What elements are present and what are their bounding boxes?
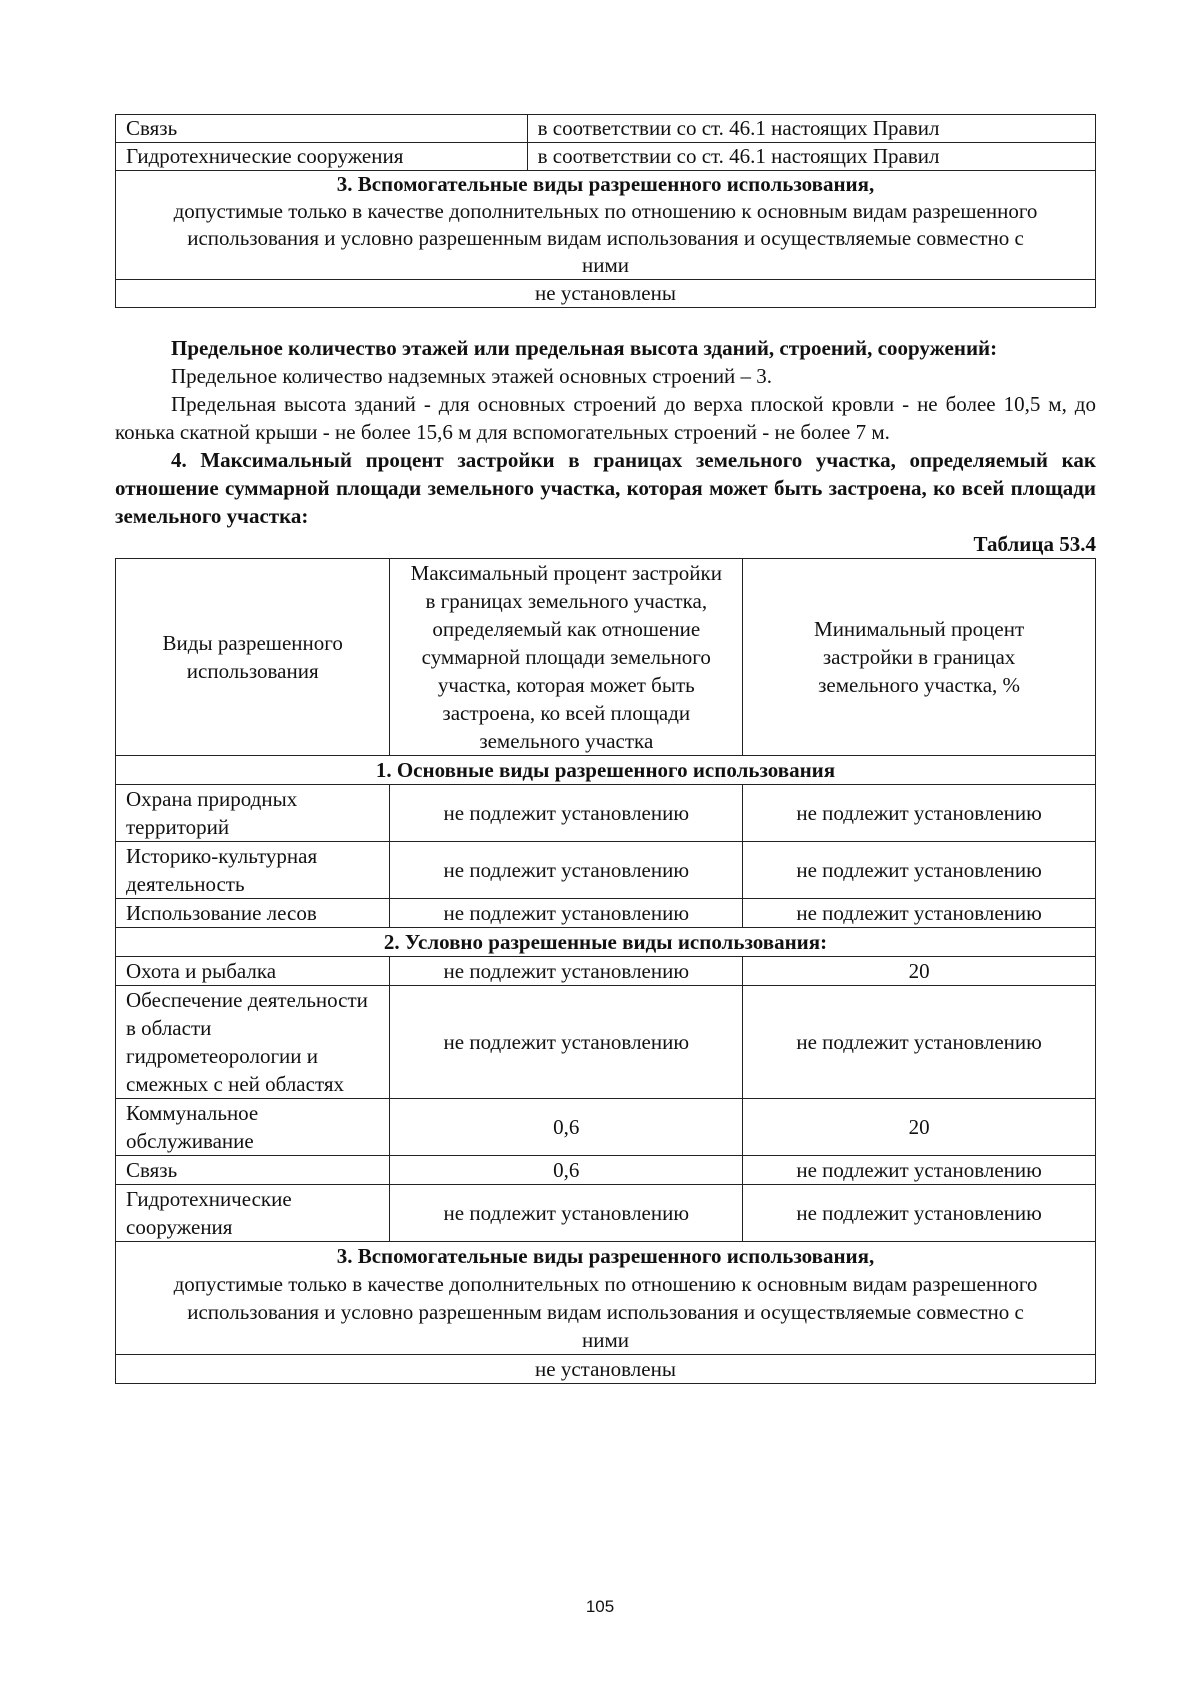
table-row xyxy=(116,1099,1096,1156)
table-row xyxy=(116,1355,1096,1384)
max-percent-cell: не подлежит установлению xyxy=(390,957,743,986)
section3-value-cell: не установлены xyxy=(116,280,1096,308)
table-row xyxy=(116,280,1096,308)
table-row xyxy=(116,986,1096,1099)
table-caption: Таблица 53.4 xyxy=(973,532,1096,556)
table-row xyxy=(116,1185,1096,1242)
max-percent-cell: не подлежит установлению xyxy=(390,986,743,1099)
min-percent-cell: не подлежит установлению xyxy=(743,1156,1096,1185)
max-percent-cell: не подлежит установлению xyxy=(390,842,743,899)
section3-title: 3. Вспомогательные виды разрешенного использования, xyxy=(336,172,875,196)
min-percent-cell: не подлежит установлению xyxy=(743,986,1096,1099)
section3-value-cell: не установлены xyxy=(116,1355,1096,1384)
section3-header-cell xyxy=(116,1242,1096,1355)
min-percent-cell: не подлежит установлению xyxy=(743,785,1096,842)
percent-table xyxy=(115,558,1096,1384)
min-percent-cell: 20 xyxy=(743,1099,1096,1156)
table-row xyxy=(116,1156,1096,1185)
col-header-uses: Виды разрешенного использования xyxy=(116,559,390,756)
section3-title: 3. Вспомогательные виды разрешенного использования, xyxy=(336,1244,875,1268)
section-header-row xyxy=(116,1242,1096,1355)
section1-title: 1. Основные виды разрешенного использования xyxy=(116,756,1096,785)
min-percent-cell: 20 xyxy=(743,957,1096,986)
use-name-cell: Коммунальное обслуживание xyxy=(116,1099,390,1156)
use-name-cell: Связь xyxy=(116,115,528,143)
max-percent-cell: не подлежит установлению xyxy=(390,899,743,928)
page-number: 105 xyxy=(585,1597,615,1616)
section2-title: 2. Условно разрешенные виды использования: xyxy=(116,928,1096,957)
table-row xyxy=(116,143,1096,171)
use-name-cell: Использование лесов xyxy=(116,899,390,928)
uses-table-continued xyxy=(115,114,1096,308)
table-row xyxy=(116,899,1096,928)
use-name-cell: Охрана природных территорий xyxy=(116,785,390,842)
use-value-cell: в соответствии со ст. 46.1 настоящих Правил xyxy=(527,143,1095,171)
section-header-row xyxy=(116,928,1096,957)
table-row xyxy=(116,785,1096,842)
use-name-cell: Историко-культурная деятельность xyxy=(116,842,390,899)
use-name-cell: Охота и рыбалка xyxy=(116,957,390,986)
min-percent-cell: не подлежит установлению xyxy=(743,899,1096,928)
floors-heading: Предельное количество этажей или предельная высота зданий, строений, сооружений: xyxy=(171,336,998,360)
max-percent-cell: 0,6 xyxy=(390,1156,743,1185)
section3-text: допустимые только в качестве дополнительных по отношению к основным видам разрешенного использования и условно разрешенным видам использования и осуществляемые совместно с ними xyxy=(173,199,1038,277)
max-percent-cell: 0,6 xyxy=(390,1099,743,1156)
col-header-min: Минимальный процент застройки в границах земельного участка, % xyxy=(743,559,1096,756)
floors-line2: Предельная высота зданий - для основных строений до верха плоской кровли - не более 10,5 м, до конька скатной крыши - не более 15,6 м для вспомогательных строений - не более 7 м. xyxy=(115,392,1096,444)
table-row xyxy=(116,957,1096,986)
use-value-cell: в соответствии со ст. 46.1 настоящих Правил xyxy=(527,115,1095,143)
document-page xyxy=(115,114,1096,1384)
use-name-cell: Обеспечение деятельности в области гидрометеорологии и смежных с ней областях xyxy=(116,986,390,1099)
table-row xyxy=(116,115,1096,143)
percent-heading: 4. Максимальный процент застройки в границах земельного участка, определяемый как отношение суммарной площади земельного участка, которая может быть застроена, ко всей площади земельного участка: xyxy=(115,448,1096,528)
max-percent-cell: не подлежит установлению xyxy=(390,785,743,842)
section-header-row xyxy=(116,171,1096,280)
max-percent-cell: не подлежит установлению xyxy=(390,1185,743,1242)
min-percent-cell: не подлежит установлению xyxy=(743,842,1096,899)
section-header-row xyxy=(116,756,1096,785)
section3-text: допустимые только в качестве дополнительных по отношению к основным видам разрешенного использования и условно разрешенным видам использования и осуществляемые совместно с ними xyxy=(173,1272,1038,1352)
table-row xyxy=(116,842,1096,899)
use-name-cell: Гидротехнические сооружения xyxy=(116,143,528,171)
section3-header-cell xyxy=(116,171,1096,280)
min-percent-cell: не подлежит установлению xyxy=(743,1185,1096,1242)
col-header-max: Максимальный процент застройки в границах земельного участка, определяемый как отношение суммарной площади земельного участка, которая может быть застроена, ко всей площади земельного участка xyxy=(390,559,743,756)
use-name-cell: Связь xyxy=(116,1156,390,1185)
table-header-row xyxy=(116,559,1096,756)
floors-line1: Предельное количество надземных этажей основных строений – 3. xyxy=(171,364,773,388)
use-name-cell: Гидротехнические сооружения xyxy=(116,1185,390,1242)
